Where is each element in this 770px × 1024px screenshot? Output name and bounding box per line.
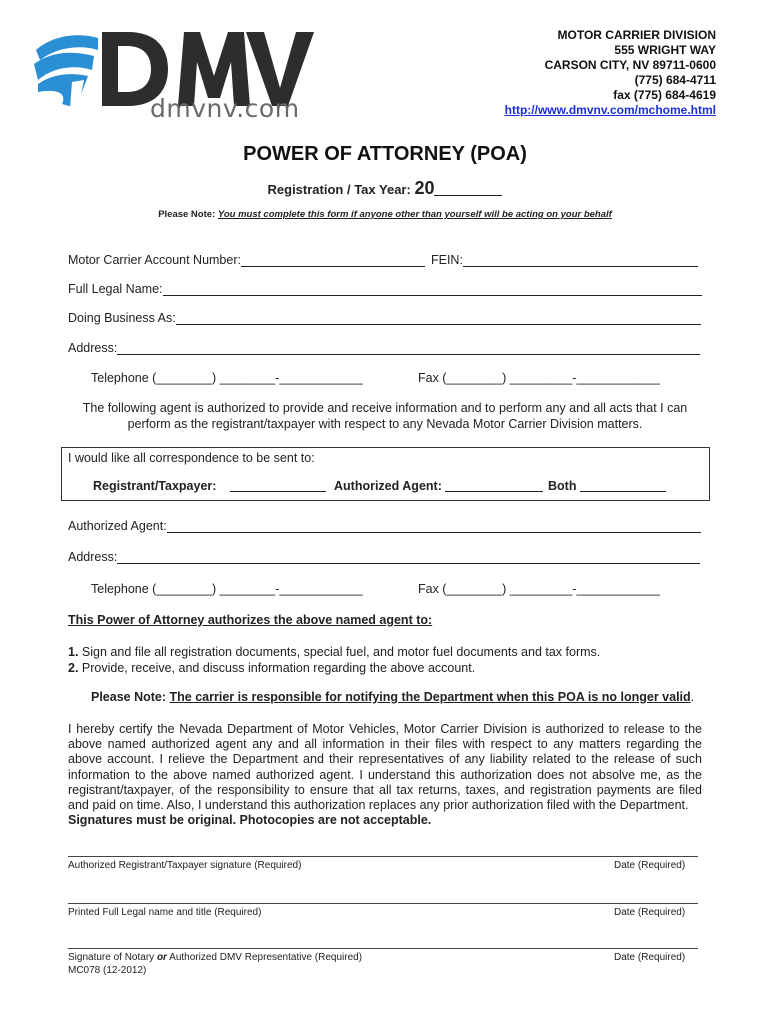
authorization-statement: The following agent is authorized to provide and receive information and to perform any and all acts that I can perform as the registrant/taxpayer with respect to any Nevada Motor Carrier Division matters. [82, 401, 688, 431]
carrier-note-suffix: . [690, 690, 695, 704]
account-number-label: Motor Carrier Account Number: [68, 253, 241, 267]
address-field[interactable] [117, 341, 700, 355]
date-label: Date (Required) [614, 952, 686, 963]
fein-label: FEIN: [430, 253, 463, 267]
agent-field[interactable] [167, 519, 701, 533]
registrant-option [93, 479, 326, 493]
page-title: POWER OF ATTORNEY (POA) [243, 143, 527, 165]
agent-fax-field[interactable]: Fax (________) _________-____________ [418, 582, 660, 596]
agent-option-label: Authorized Agent: [334, 479, 442, 493]
list-item-text: Sign and file all registration documents, special fuel, and motor fuel documents and tax forms. [81, 645, 601, 659]
list-item [68, 660, 600, 676]
phone-number: (775) 684-4711 [634, 73, 716, 87]
date-label: Date (Required) [614, 860, 686, 871]
signature-label: Authorized Registrant/Taxpayer signature (Required) [68, 860, 302, 871]
notary-signature-label [68, 952, 362, 963]
signatures-note: Signatures must be original. Photocopies are not acceptable. [68, 813, 432, 828]
legal-name-field[interactable] [163, 282, 702, 296]
notary-label-part: Authorized DMV Representative (Required) [166, 952, 363, 963]
telephone-field[interactable]: Telephone (________) ________-____________ [91, 371, 363, 385]
agent-label: Authorized Agent: [68, 519, 167, 533]
registration-year-prefix: 20 [414, 178, 435, 198]
list-item-number: 2. [68, 661, 79, 675]
agent-address-field[interactable] [117, 550, 700, 564]
agent-address-label: Address: [68, 550, 118, 564]
please-note-prefix: Please Note: [158, 209, 216, 220]
dba-row [68, 311, 701, 325]
agent-telephone-field[interactable]: Telephone (________) ________-____________ [91, 582, 363, 596]
logo-url: dmvnv.com [150, 94, 300, 123]
certification-text [68, 722, 702, 828]
list-item-text: Provide, receive, and discuss information regarding the above account. [81, 661, 476, 675]
legal-name-row [68, 282, 702, 296]
registration-year-label: Registration / Tax Year: [267, 182, 411, 197]
city-address: CARSON CITY, NV 89711-0600 [544, 58, 716, 72]
please-note [0, 209, 770, 220]
authorizes-heading: This Power of Attorney authorizes the above named agent to: [68, 613, 433, 627]
agent-address-row [68, 550, 700, 564]
registrant-option-label: Registrant/Taxpayer: [93, 479, 217, 493]
carrier-note [91, 690, 694, 704]
website-link[interactable]: http://www.dmvnv.com/mchome.html [504, 103, 716, 117]
list-item-number: 1. [68, 645, 79, 659]
certification-body: I hereby certify the Nevada Department of Motor Vehicles, Motor Carrier Division is authorized to release to the above named authorized agent any and all information in their files with respect to any matters regarding the above account. I relieve the Department and their representatives of any liability related to the release of such information to the above named authorized agent. I understand this authorization does not absolve me, as the registrant/taxpayer, of the responsibility to ensure that all tax returns, taxes, and registration payments are filed and paid on time. Also, I understand this authorization replaces any prior authorization filed with the Department. [68, 722, 702, 813]
division-name: MOTOR CARRIER DIVISION [557, 28, 716, 42]
fein-field[interactable] [463, 253, 698, 267]
notary-signature-line[interactable] [68, 948, 698, 949]
notary-label-or: or [156, 952, 167, 963]
printed-name-line[interactable] [68, 903, 698, 904]
registration-year [0, 178, 770, 199]
fax-field[interactable]: Fax (________) _________-____________ [418, 371, 660, 385]
correspondence-box [61, 447, 710, 501]
fax-number: fax (775) 684-4619 [613, 88, 716, 102]
agent-option-field[interactable] [445, 479, 543, 492]
printed-name-label: Printed Full Legal name and title (Required) [68, 907, 262, 918]
carrier-note-prefix: Please Note: [91, 690, 167, 704]
street-address: 555 WRIGHT WAY [614, 43, 716, 57]
division-address [505, 28, 716, 118]
account-number-field[interactable] [241, 253, 425, 267]
address-row [68, 341, 700, 355]
authorization-list [68, 644, 600, 676]
correspondence-label: I would like all correspondence to be sent to: [68, 451, 315, 465]
legal-name-label: Full Legal Name: [68, 282, 163, 296]
both-option-label: Both [548, 479, 577, 493]
please-note-text: You must complete this form if anyone other than yourself will be acting on your behalf [217, 209, 612, 220]
notary-label-part: Signature of Notary [68, 952, 157, 963]
both-option-field[interactable] [580, 479, 666, 492]
registrant-option-field[interactable] [230, 479, 326, 492]
agent-option [334, 479, 543, 493]
agent-row [68, 519, 701, 533]
dba-field[interactable] [176, 311, 701, 325]
both-option [548, 479, 666, 493]
address-label: Address: [68, 341, 118, 355]
signature-line[interactable] [68, 856, 698, 857]
carrier-note-text: The carrier is responsible for notifying the Department when this POA is no longer valid [169, 690, 691, 704]
account-number-row [68, 253, 698, 267]
date-label: Date (Required) [614, 907, 686, 918]
form-number: MC078 (12-2012) [68, 965, 147, 976]
dba-label: Doing Business As: [68, 311, 176, 325]
registration-year-field[interactable] [434, 179, 502, 196]
list-item [68, 644, 600, 660]
